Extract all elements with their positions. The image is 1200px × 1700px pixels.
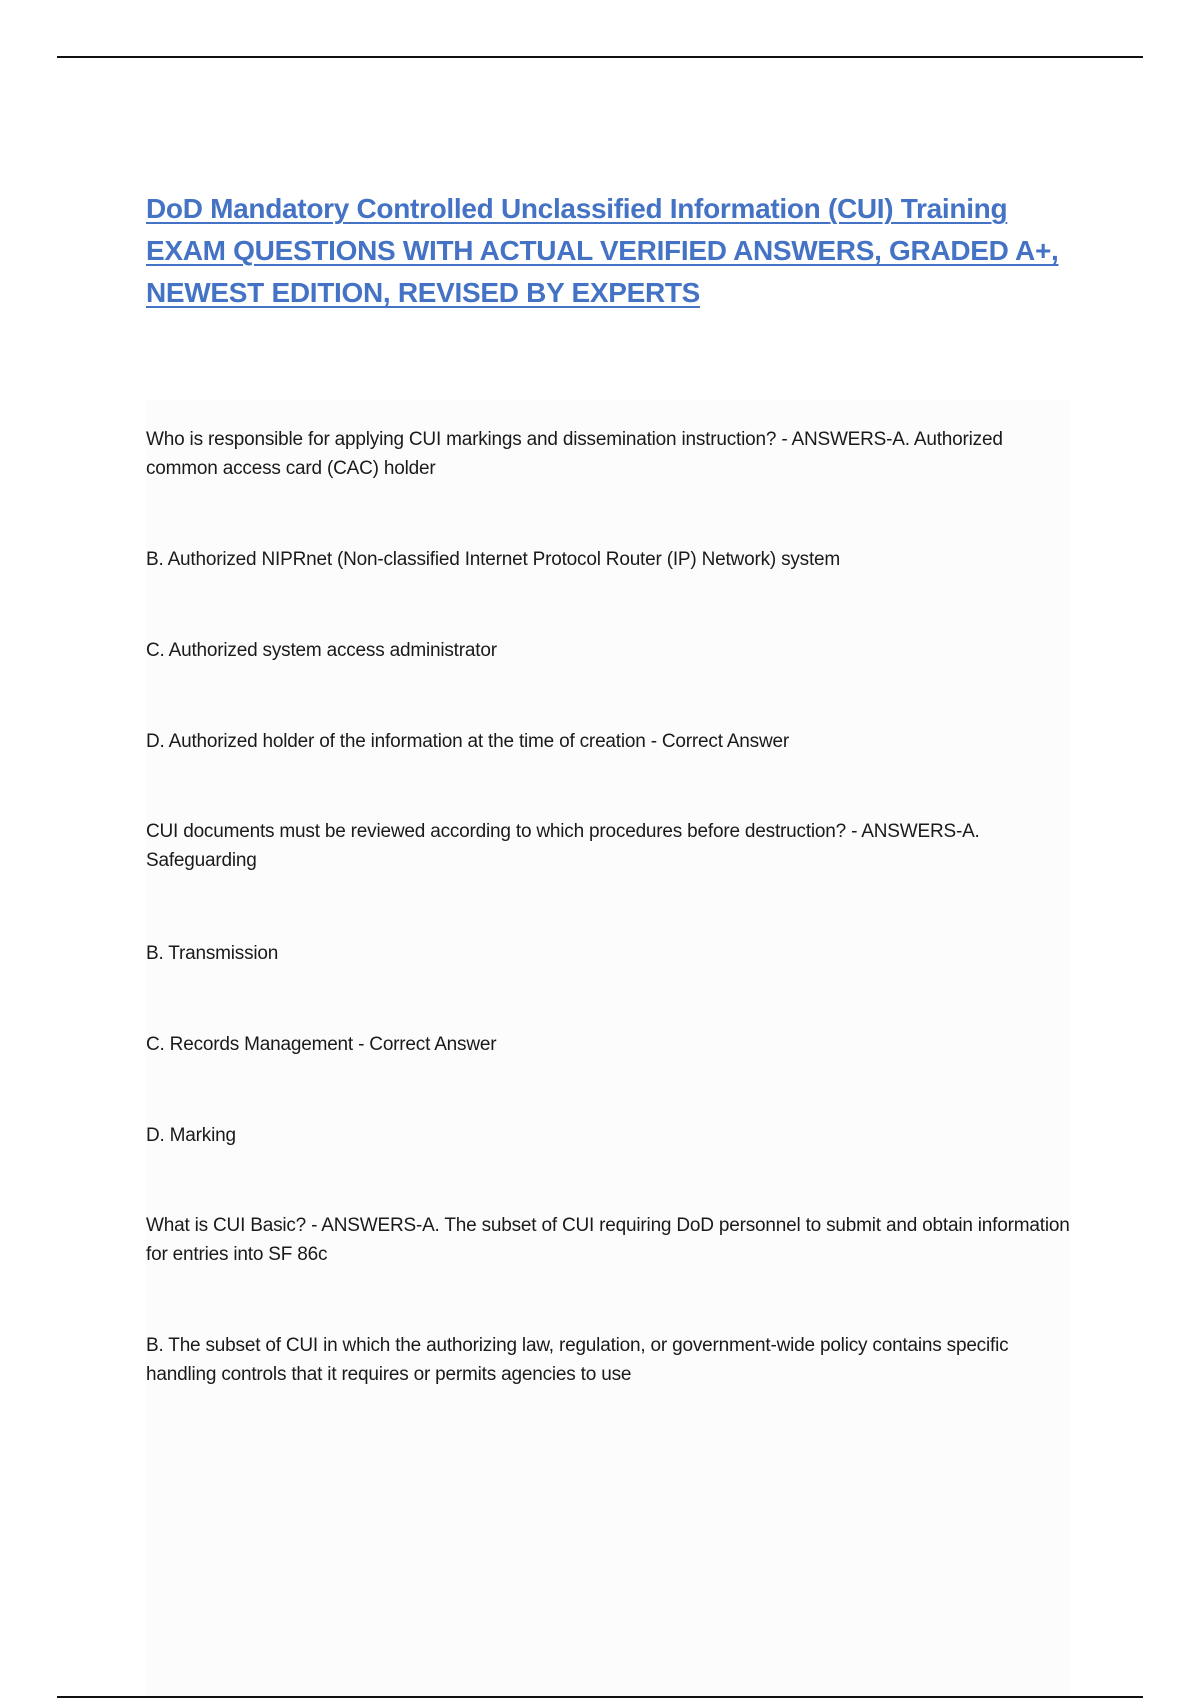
answer-option: D. Marking: [146, 1125, 236, 1146]
document-title: [146, 188, 1066, 314]
question-1: Who is responsible for applying CUI markings and dissemination instruction? - ANSWERS-A. Authorized common access card (CAC) holder: [146, 429, 1003, 479]
question-3: What is CUI Basic? - ANSWERS-A. The subset of CUI requiring DoD personnel to submit and obtain information for entries into SF 86c: [146, 1215, 1070, 1265]
question-2: CUI documents must be reviewed according to which procedures before destruction? - ANSWERS-A. Safeguarding: [146, 821, 980, 871]
answer-option: B. Authorized NIPRnet (Non-classified Internet Protocol Router (IP) Network) system: [146, 549, 841, 570]
bottom-rule: [57, 1696, 1143, 1698]
top-rule: [57, 56, 1143, 58]
answer-option-correct: D. Authorized holder of the information at the time of creation - Correct Answer: [146, 731, 789, 752]
title-line: EXAM QUESTIONS WITH ACTUAL VERIFIED ANSWERS, GRADED A+,: [146, 235, 1059, 266]
answer-option: B. The subset of CUI in which the authorizing law, regulation, or government-wide policy contains specific handling controls that it requires or permits agencies to use: [146, 1335, 1009, 1385]
answer-option: B. Transmission: [146, 943, 279, 964]
title-line: NEWEST EDITION, REVISED BY EXPERTS: [146, 277, 701, 308]
title-line: DoD Mandatory Controlled Unclassified Information (CUI) Training: [146, 193, 1008, 224]
answer-option: C. Authorized system access administrator: [146, 640, 497, 661]
answer-option-correct: C. Records Management - Correct Answer: [146, 1034, 497, 1055]
